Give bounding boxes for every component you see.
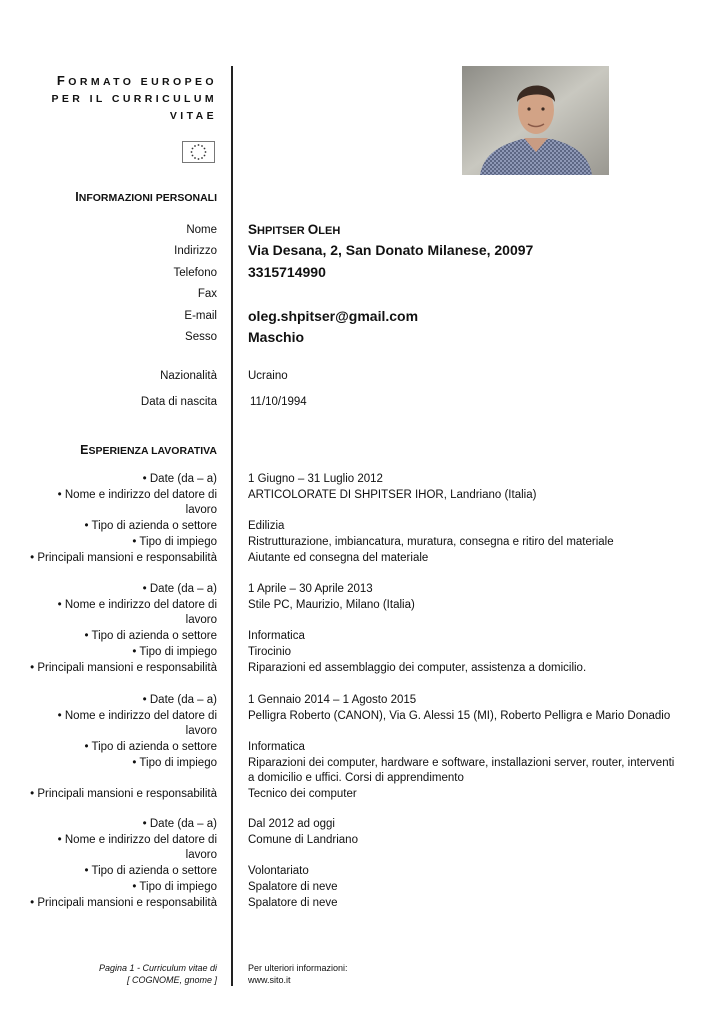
job-employer-label: • Nome e indirizzo del datore di lavoro — [57, 710, 217, 737]
footer-more-info: Per ulteriori informazioni: www.sito.it — [248, 963, 348, 985]
job-employer: Comune di Landriano — [248, 834, 358, 846]
phone-label: Telefono — [173, 267, 217, 279]
job-dates-label: • Date (da – a) — [142, 583, 217, 595]
job-type-label: • Tipo di impiego — [132, 757, 217, 769]
title-initial: F — [56, 73, 69, 88]
job-duties-label: • Principali mansioni e responsabilità — [30, 552, 217, 564]
job-sector: Volontariato — [248, 865, 309, 877]
email-value[interactable]: oleg.shpitser@gmail.com — [248, 308, 419, 324]
profile-photo — [462, 66, 609, 175]
birthdate-value: 11/10/1994 — [250, 396, 307, 408]
job-duties: Riparazioni ed assemblaggio dei computer, assistenza a domicilio. — [248, 662, 587, 674]
fax-label: Fax — [197, 288, 217, 300]
job-sector: Informatica — [248, 741, 305, 753]
document-title — [51, 72, 217, 125]
name-value: SHPITSER OLEH — [248, 222, 341, 237]
job-employer-label: • Nome e indirizzo del datore di lavoro — [57, 489, 217, 516]
job-dates: 1 Giugno – 31 Luglio 2012 — [248, 473, 383, 485]
job-employer: Stile PC, Maurizio, Milano (Italia) — [248, 599, 415, 611]
section-personal-info: INFORMAZIONI PERSONALI — [75, 190, 217, 204]
section-work-experience: ESPERIENZA LAVORATIVA — [80, 443, 217, 457]
job-type: Tirocinio — [248, 646, 292, 658]
title-line-2: PER IL CURRICULUM — [51, 93, 217, 105]
job-duties-label: • Principali mansioni e responsabilità — [30, 662, 217, 674]
sex-value: Maschio — [248, 329, 305, 345]
job-sector-label: • Tipo di azienda o settore — [84, 520, 217, 532]
job-type: Ristrutturazione, imbiancatura, muratura, consegna e ritiro del materiale — [248, 536, 614, 548]
nationality-label: Nazionalità — [160, 370, 217, 382]
job-dates-label: • Date (da – a) — [142, 473, 217, 485]
job-dates: 1 Gennaio 2014 – 1 Agosto 2015 — [248, 694, 417, 706]
job-duties-label: • Principali mansioni e responsabilità — [30, 788, 217, 800]
name-label: Nome — [186, 224, 217, 236]
footer-page-info: Pagina 1 - Curriculum vitae di [ COGNOME, gnome ] — [98, 963, 217, 985]
job-employer: Pelligra Roberto (CANON), Via G. Alessi 15 (MI), Roberto Pelligra e Mario Donadio — [248, 710, 671, 722]
job-dates-label: • Date (da – a) — [142, 694, 217, 706]
job-employer: ARTICOLORATE DI SHPITSER IHOR, Landriano (Italia) — [248, 489, 537, 501]
nationality-value: Ucraino — [248, 370, 288, 382]
job-employer-label: • Nome e indirizzo del datore di lavoro — [57, 834, 217, 861]
job-type: Riparazioni dei computer, hardware e software, installazioni server, router, interventi a domicilio e uffici. Corsi di apprendimento — [248, 757, 675, 784]
address-label: Indirizzo — [174, 245, 217, 257]
job-employer-label: • Nome e indirizzo del datore di lavoro — [57, 599, 217, 626]
job-sector-label: • Tipo di azienda o settore — [84, 741, 217, 753]
job-sector: Informatica — [248, 630, 305, 642]
job-sector: Edilizia — [248, 520, 285, 532]
job-duties: Spalatore di neve — [248, 897, 338, 909]
title-line-1: ORMATO EUROPEO — [68, 76, 217, 88]
job-sector-label: • Tipo di azienda o settore — [84, 630, 217, 642]
address-value: Via Desana, 2, San Donato Milanese, 20097 — [248, 242, 534, 258]
column-divider — [231, 66, 233, 986]
job-duties: Tecnico dei computer — [248, 788, 357, 800]
job-dates: Dal 2012 ad oggi — [248, 818, 335, 830]
job-duties: Aiutante ed consegna del materiale — [248, 552, 429, 564]
email-label: E-mail — [184, 310, 217, 322]
job-dates: 1 Aprile – 30 Aprile 2013 — [248, 583, 373, 595]
job-type: Spalatore di neve — [248, 881, 338, 893]
sex-label: Sesso — [185, 331, 217, 343]
phone-value: 3315714990 — [248, 264, 326, 280]
job-type-label: • Tipo di impiego — [132, 646, 217, 658]
job-duties-label: • Principali mansioni e responsabilità — [30, 897, 217, 909]
birthdate-label: Data di nascita — [140, 396, 217, 408]
job-type-label: • Tipo di impiego — [132, 536, 217, 548]
title-line-3: VITAE — [169, 110, 217, 122]
eu-flag-icon — [182, 141, 215, 163]
footer-website-link[interactable]: www.sito.it — [248, 975, 291, 985]
job-dates-label: • Date (da – a) — [142, 818, 217, 830]
job-type-label: • Tipo di impiego — [132, 881, 217, 893]
job-sector-label: • Tipo di azienda o settore — [84, 865, 217, 877]
